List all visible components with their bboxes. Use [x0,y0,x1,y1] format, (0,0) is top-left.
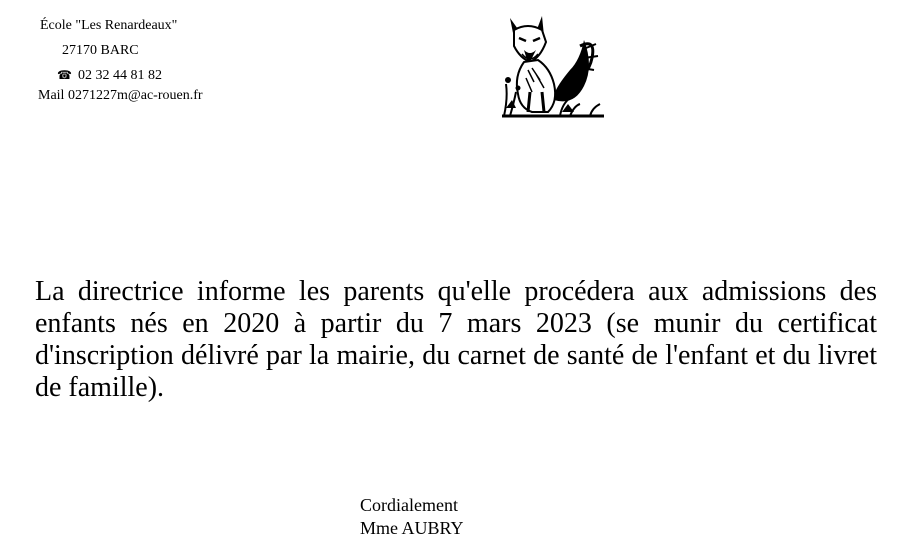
closing-text: Cordialement [360,495,458,515]
fox-icon [500,8,610,120]
school-phone-number: 02 32 44 81 82 [77,68,162,83]
signature-block [360,494,560,540]
announcement-paragraph: La directrice informe les parents qu'elle procédera aux admissions des enfants nés en 2020 à partir du 7 mars 2023 (se munir du certificat d'inscription délivré par la mairie, du carnet de santé de l'enfant et du livret de famille). [35,276,877,403]
school-city: 27170 BARC [62,43,139,58]
signatory-name: Mme AUBRY [360,518,464,538]
school-phone-line [57,66,162,85]
telephone-icon: ☎ [57,68,72,82]
school-letterhead [0,0,300,120]
school-name: École "Les Renardeaux" [40,18,178,33]
school-email: Mail 0271227m@ac-rouen.fr [38,88,203,103]
